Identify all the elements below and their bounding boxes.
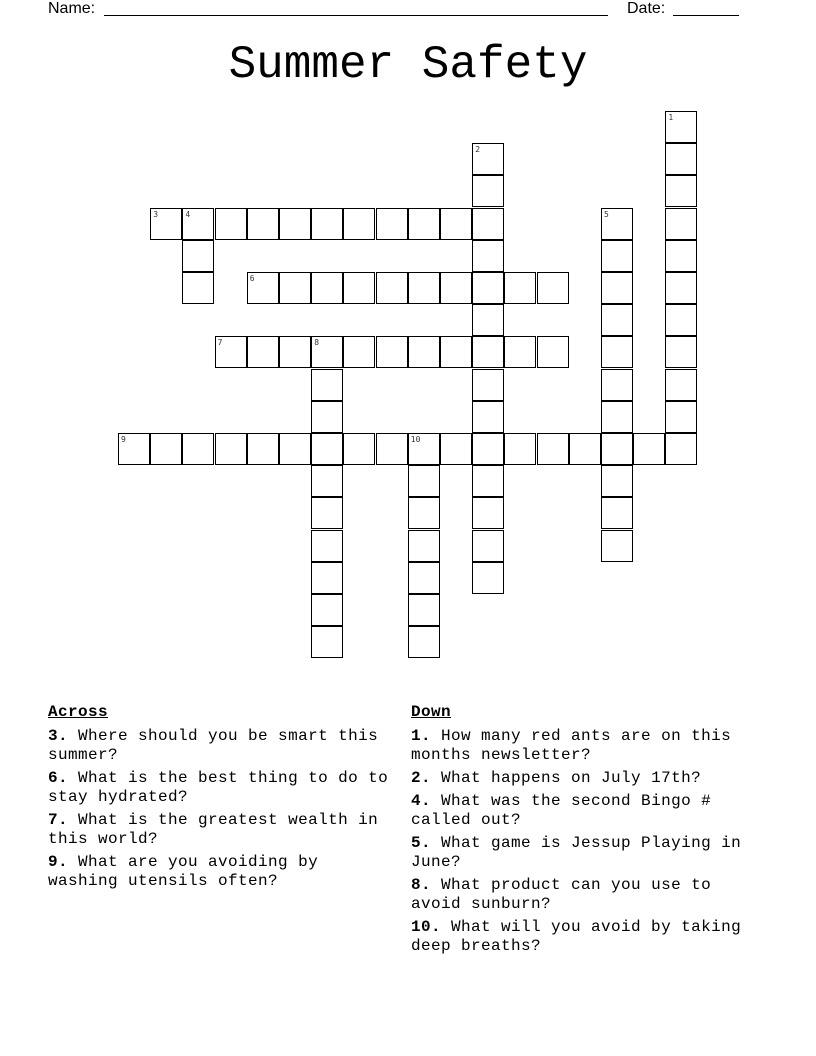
grid-cell[interactable] (408, 594, 440, 626)
clue-down-5 (411, 834, 771, 872)
grid-cell[interactable] (537, 272, 569, 304)
grid-cell[interactable] (247, 208, 279, 240)
grid-cell[interactable] (601, 369, 633, 401)
clue-number: 10. (411, 918, 442, 936)
grid-cell[interactable] (601, 208, 633, 240)
grid-cell[interactable] (472, 208, 504, 240)
grid-cell[interactable] (665, 272, 697, 304)
grid-cell[interactable] (472, 272, 504, 304)
clue-across-7 (48, 811, 398, 849)
grid-cell[interactable] (665, 336, 697, 368)
name-field[interactable] (104, 15, 608, 16)
grid-cell[interactable] (182, 433, 214, 465)
clue-down-8 (411, 876, 771, 914)
grid-cell[interactable] (472, 433, 504, 465)
grid-cell[interactable] (601, 433, 633, 465)
grid-cell[interactable] (311, 594, 343, 626)
clue-across-9 (48, 853, 398, 891)
grid-cell[interactable] (472, 530, 504, 562)
page-title: Summer Safety (228, 39, 588, 91)
grid-cell[interactable] (150, 208, 182, 240)
grid-cell[interactable] (343, 208, 375, 240)
grid-cell[interactable] (601, 465, 633, 497)
cell-number: 8 (314, 338, 320, 348)
grid-cell[interactable] (408, 530, 440, 562)
clue-number: 5. (411, 834, 432, 852)
down-clues (411, 703, 771, 960)
clue-across-3 (48, 727, 398, 765)
grid-cell[interactable] (376, 336, 408, 368)
clue-down-2 (411, 769, 771, 788)
grid-cell[interactable] (601, 272, 633, 304)
cell-number: 6 (249, 274, 255, 283)
grid-cell[interactable] (601, 304, 633, 336)
clue-down-10 (411, 918, 771, 956)
name-label: Name: (48, 0, 96, 17)
grid-cell[interactable] (440, 208, 472, 240)
grid-cell[interactable] (472, 175, 504, 207)
clue-number: 6. (48, 769, 69, 787)
grid-cell[interactable] (408, 433, 440, 465)
grid-cell[interactable] (311, 369, 343, 401)
clue-number: 4. (411, 792, 432, 810)
grid-cell[interactable] (537, 336, 569, 368)
clue-number: 9. (48, 853, 69, 871)
clue-number: 3. (48, 727, 69, 745)
grid-cell[interactable] (182, 272, 214, 304)
date-field[interactable] (673, 15, 739, 16)
grid-cell[interactable] (247, 433, 279, 465)
cell-number: 4 (185, 209, 191, 219)
grid-cell[interactable] (215, 208, 247, 240)
grid-cell[interactable] (537, 433, 569, 465)
grid-cell[interactable] (408, 336, 440, 368)
across-heading: Across (48, 703, 109, 721)
grid-cell[interactable] (472, 369, 504, 401)
clue-text: What happens on July 17th? (441, 769, 702, 787)
cell-number: 1 (668, 113, 674, 122)
grid-cell[interactable] (601, 530, 633, 562)
grid-cell[interactable] (279, 433, 311, 465)
grid-cell[interactable] (215, 433, 247, 465)
grid-cell[interactable] (665, 433, 697, 465)
grid-cell[interactable] (311, 562, 343, 594)
cell-number: 3 (153, 209, 159, 219)
clue-text: What was the second Bingo # called out? (411, 792, 712, 829)
grid-cell[interactable] (601, 240, 633, 272)
grid-cell[interactable] (504, 336, 536, 368)
grid-cell[interactable] (601, 336, 633, 368)
across-clues (48, 703, 398, 895)
grid-cell[interactable] (440, 336, 472, 368)
clue-text: What will you avoid by taking deep breaths? (411, 918, 742, 955)
grid-cell[interactable] (408, 497, 440, 529)
clue-text: What is the best thing to do to stay hydrated? (48, 769, 389, 806)
grid-cell[interactable] (311, 272, 343, 304)
grid-cell[interactable] (472, 497, 504, 529)
clue-text: What is the greatest wealth in this world? (48, 811, 379, 848)
grid-cell[interactable] (569, 433, 601, 465)
grid-cell[interactable] (408, 465, 440, 497)
grid-cell[interactable] (311, 626, 343, 658)
grid-cell[interactable] (408, 208, 440, 240)
grid-cell[interactable] (472, 143, 504, 175)
clue-number: 2. (411, 769, 432, 787)
grid-cell[interactable] (311, 530, 343, 562)
clue-number: 8. (411, 876, 432, 894)
grid-cell[interactable] (215, 336, 247, 368)
grid-cell[interactable] (182, 240, 214, 272)
grid-cell[interactable] (279, 336, 311, 368)
grid-cell[interactable] (472, 240, 504, 272)
grid-cell[interactable] (440, 433, 472, 465)
grid-cell[interactable] (665, 401, 697, 433)
grid-cell[interactable] (472, 336, 504, 368)
grid-cell[interactable] (472, 465, 504, 497)
clue-number: 7. (48, 811, 69, 829)
grid-cell[interactable] (247, 272, 279, 304)
grid-cell[interactable] (376, 272, 408, 304)
grid-cell[interactable] (408, 272, 440, 304)
grid-cell[interactable] (279, 272, 311, 304)
grid-cell[interactable] (343, 272, 375, 304)
clue-across-6 (48, 769, 398, 807)
grid-cell[interactable] (472, 304, 504, 336)
clue-down-4 (411, 792, 771, 830)
grid-cell[interactable] (343, 336, 375, 368)
grid-cell[interactable] (376, 208, 408, 240)
grid-cell[interactable] (665, 143, 697, 175)
clue-text: Where should you be smart this summer? (48, 727, 379, 764)
grid-cell[interactable] (601, 401, 633, 433)
grid-cell[interactable] (504, 272, 536, 304)
grid-cell[interactable] (279, 208, 311, 240)
grid-cell[interactable] (408, 626, 440, 658)
clue-number: 1. (411, 727, 432, 745)
grid-cell[interactable] (440, 272, 472, 304)
date-label: Date: (627, 0, 666, 17)
grid-cell[interactable] (408, 562, 440, 594)
clue-text: What are you avoiding by washing utensils often? (48, 853, 319, 890)
cell-number: 5 (604, 209, 609, 219)
grid-cell[interactable] (376, 433, 408, 465)
clue-text: How many red ants are on this months newsletter? (411, 727, 732, 764)
grid-cell[interactable] (247, 336, 279, 368)
grid-cell[interactable] (311, 497, 343, 529)
grid-cell[interactable] (665, 175, 697, 207)
cell-number: 9 (121, 435, 126, 444)
grid-cell[interactable] (665, 304, 697, 336)
grid-cell[interactable] (504, 433, 536, 465)
clue-text: What game is Jessup Playing in June? (411, 834, 742, 871)
grid-cell[interactable] (665, 208, 697, 240)
cell-number: 7 (217, 338, 223, 348)
grid-cell[interactable] (601, 497, 633, 529)
clue-down-1 (411, 727, 771, 765)
clue-text: What product can you use to avoid sunburn? (411, 876, 712, 913)
grid-cell[interactable] (665, 240, 697, 272)
down-heading: Down (411, 703, 452, 721)
cell-number: 10 (410, 435, 421, 444)
grid-cell[interactable] (311, 336, 343, 368)
grid-cell[interactable] (311, 401, 343, 433)
grid-cell[interactable] (311, 433, 343, 465)
cell-number: 2 (475, 145, 481, 155)
grid-cell[interactable] (118, 433, 150, 465)
grid-cell[interactable] (665, 369, 697, 401)
grid-cell[interactable] (472, 562, 504, 594)
grid-cell[interactable] (182, 208, 214, 240)
grid-cell[interactable] (311, 465, 343, 497)
grid-cell[interactable] (343, 433, 375, 465)
grid-cell[interactable] (633, 433, 665, 465)
grid-cell[interactable] (472, 401, 504, 433)
grid-cell[interactable] (311, 208, 343, 240)
grid-cell[interactable] (150, 433, 182, 465)
grid-cell[interactable] (665, 111, 697, 143)
header (48, 0, 748, 20)
